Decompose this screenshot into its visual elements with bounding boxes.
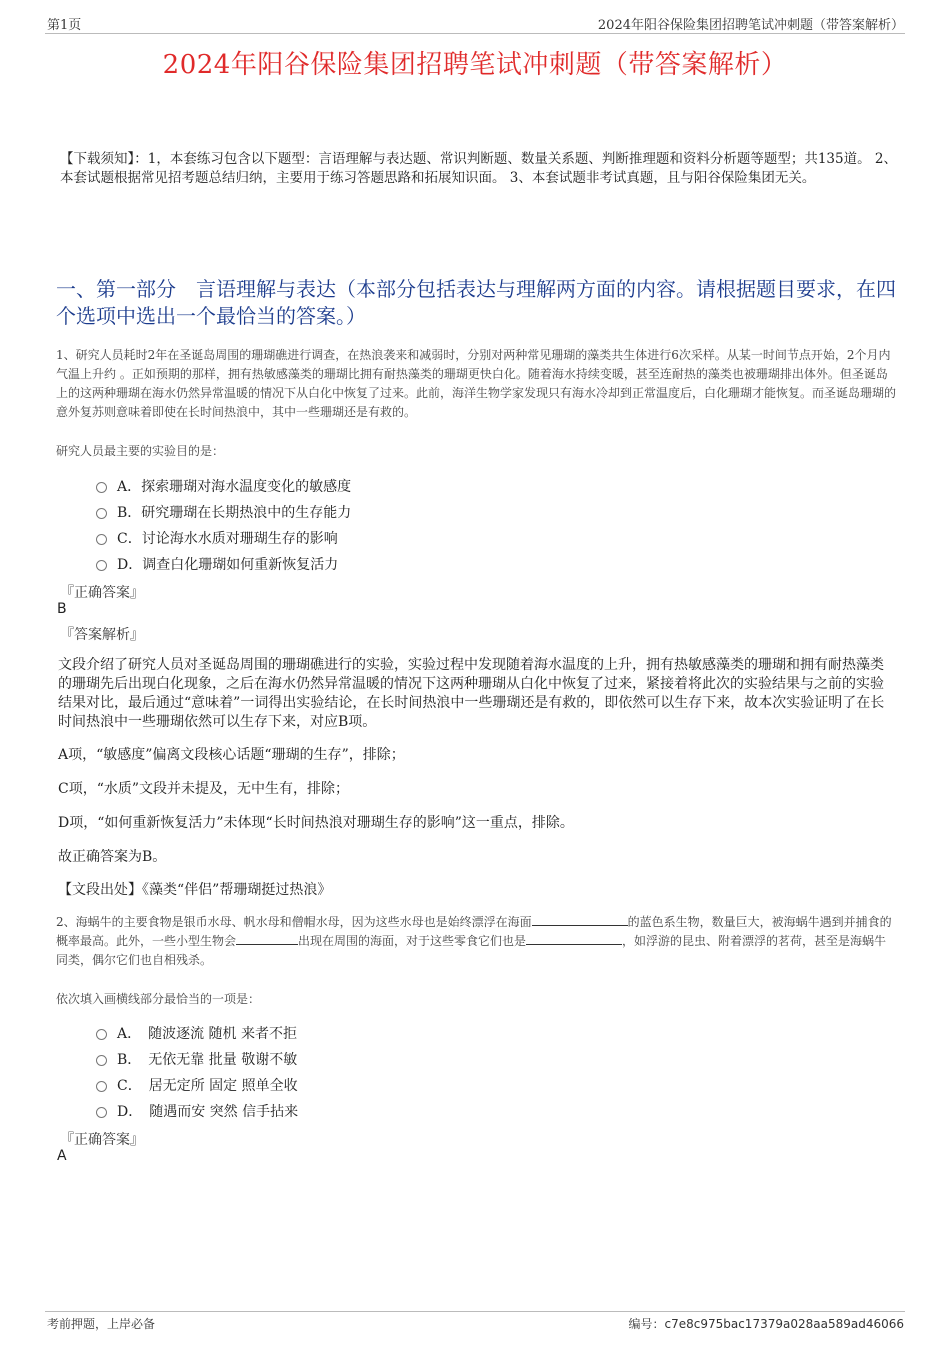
download-notice: 【下载须知】：1，本套练习包含以下题型：言语理解与表达题、常识判断题、数量关系题、判断推理题和资料分析题等题型；共135道。 2、本套试题根据常见招考题总结归纳，主要用于练习答题思路和拓展知识面。 3、本套试题非考试真题，且与阳谷保险集团无关。: [60, 151, 897, 186]
radio-icon[interactable]: [96, 534, 107, 545]
q1-note-a: A项，“敏感度”偏离文段核心话题“珊瑚的生存”，排除；: [58, 747, 405, 763]
q2-text-part: 2、海蜗牛的主要食物是银币水母、帆水母和僧帽水母，因为这些水母也是始终漂浮在海面: [56, 915, 532, 929]
q1-option-b[interactable]: [96, 502, 351, 522]
footer-divider: [45, 1311, 905, 1312]
radio-icon[interactable]: [96, 560, 107, 571]
option-label: B．研究珊瑚在长期热浪中的生存能力: [117, 505, 352, 521]
fill-blank[interactable]: [236, 932, 298, 945]
q1-option-a[interactable]: [96, 476, 351, 496]
q1-note-c: C项，“水质”文段并未提及，无中生有，排除；: [58, 781, 350, 797]
q1-answer-label: 『正确答案』: [60, 585, 144, 601]
option-label: D． 随遇而安 突然 信手拈来: [117, 1104, 299, 1120]
radio-icon[interactable]: [96, 1055, 107, 1066]
q2-text-part: ，如浮游的昆虫、附着漂浮的茗荷，甚至是海蜗牛同类，偶尔它们也自相残杀。: [56, 934, 887, 967]
page-number: 第1页: [47, 18, 82, 33]
document-title: 2024年阳谷保险集团招聘笔试冲刺题（带答案解析）: [162, 50, 788, 80]
q2-option-c[interactable]: [96, 1075, 298, 1095]
q1-option-c[interactable]: [96, 528, 338, 548]
q2-option-d[interactable]: [96, 1101, 298, 1121]
radio-icon[interactable]: [96, 1081, 107, 1092]
radio-icon[interactable]: [96, 482, 107, 493]
section-heading: 一、第一部分 言语理解与表达（本部分包括表达与理解两方面的内容。请根据题目要求，在四个选项中选出一个最恰当的答案。）: [56, 277, 896, 328]
footer-slogan: 考前押题，上岸必备: [47, 1317, 156, 1331]
serial-code: c7e8c975bac17379a028aa589ad46066: [664, 1317, 904, 1331]
serial-label: 编号：: [628, 1317, 665, 1331]
q2-option-b[interactable]: [96, 1049, 297, 1069]
option-label: A．探索珊瑚对海水温度变化的敏感度: [117, 479, 352, 495]
q1-analysis-label: 『答案解析』: [60, 627, 144, 643]
q1-answer: B: [57, 601, 67, 617]
q1-conclusion: 故正确答案为B。: [58, 849, 167, 865]
q1-source: 【文段出处】《藻类“伴侣”帮珊瑚挺过热浪》: [58, 882, 332, 898]
q2-answer-label: 『正确答案』: [60, 1132, 144, 1148]
option-label: C．讨论海水水质对珊瑚生存的影响: [117, 531, 338, 547]
radio-icon[interactable]: [96, 1107, 107, 1118]
header-divider: [45, 33, 905, 34]
q2-answer: A: [57, 1148, 67, 1164]
option-label: B． 无依无靠 批量 敬谢不敏: [117, 1052, 298, 1068]
q1-option-d[interactable]: [96, 554, 338, 574]
radio-icon[interactable]: [96, 508, 107, 519]
q2-text-part: 的蓝色系生物，数量巨大，被海蜗牛遇到并捕食的概率最高。此外，一些小型生物会: [56, 915, 892, 948]
q1-note-d: D项，“如何重新恢复活力”未体现“长时间热浪对珊瑚生存的影响”这一重点，排除。: [58, 815, 574, 831]
footer-serial: [628, 1315, 904, 1332]
question-1-prompt: 研究人员最主要的实验目的是：: [56, 444, 225, 458]
q2-text-part: 出现在周围的海面，对于这些零食它们也是: [298, 934, 527, 948]
fill-blank[interactable]: [532, 913, 628, 926]
option-label: A． 随波逐流 随机 来者不拒: [117, 1026, 298, 1042]
radio-icon[interactable]: [96, 1029, 107, 1040]
question-2-text: [56, 913, 898, 970]
q2-option-a[interactable]: [96, 1023, 297, 1043]
option-label: C． 居无定所 固定 照单全收: [117, 1078, 298, 1094]
q1-analysis: 文段介绍了研究人员对圣诞岛周围的珊瑚礁进行的实验，实验过程中发现随着海水温度的上升，拥有热敏感藻类的珊瑚和拥有耐热藻类的珊瑚先后出现白化现象，之后在海水仍然异常温暖的情况下这两种珊瑚从白化中恢复了过来，紧接着将此次的实验结果与之前的实验结果对比，最后通过“意味着”一词得出实验结论，在长时间热浪中一些珊瑚还是有救的，即依然可以生存下来，故本次实验证明了在长时间热浪中一些珊瑚依然可以生存下来，对应B项。: [58, 657, 885, 730]
question-2-prompt: 依次填入画横线部分最恰当的一项是：: [56, 992, 261, 1006]
header-doc-title: 2024年阳谷保险集团招聘笔试冲刺题（带答案解析）: [597, 18, 904, 33]
question-1-text: 1、研究人员耗时2年在圣诞岛周围的珊瑚礁进行调查，在热浪袭来和减弱时，分别对两种常见珊瑚的藻类共生体进行6次采样。从某一时间节点开始，2个月内气温上升约 。正如预期的那样，拥有热敏感藻类的珊瑚比拥有耐热藻类的珊瑚更快白化。随着海水持续变暖，甚至连耐热的藻类也被珊瑚排出体外。但圣诞岛上的这两种珊瑚在海水仍然异常温暖的情况下从白化中恢复了过来。此前，海洋生物学家发现只有海水冷却到正常温度后，白化珊瑚才能恢复。而圣诞岛珊瑚的意外复苏则意味着即使在长时间热浪中，其中一些珊瑚还是有救的。: [56, 348, 897, 419]
option-label: D．调查白化珊瑚如何重新恢复活力: [117, 557, 339, 573]
fill-blank[interactable]: [526, 932, 622, 945]
